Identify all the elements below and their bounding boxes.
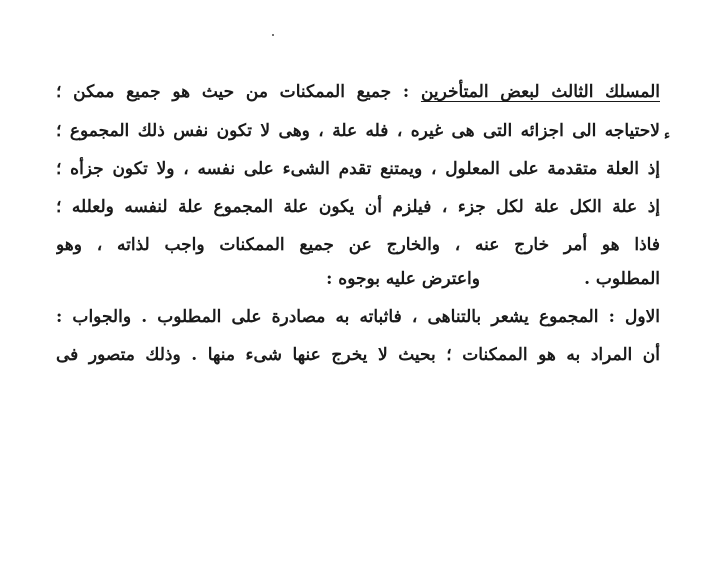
text-line-5: فاذا هو أمر خارج عنه ، والخارج عن جميع الممكنات واجب لذاته ، وهو [56, 235, 660, 255]
line-6-objections: واعترض عليه بوجوه : [326, 269, 480, 289]
arabic-text-block [56, 74, 660, 372]
margin-mark: ء [664, 128, 671, 143]
text-line-2: لاحتياجه الى اجزائه التى هى غيره ، فله علة ، وهى لا تكون نفس ذلك المجموع ؛ [56, 121, 660, 141]
ink-speck [272, 34, 274, 36]
text-line-4: إذ علة الكل علة لكل جزء ، فيلزم أن يكون علة المجموع علة لنفسه ولعلله ؛ [56, 197, 660, 217]
text-line-8: أن المراد به هو الممكنات ؛ بحيث لا يخرج عنها شىء منها . وذلك متصور فى [56, 345, 660, 365]
text-line-7: الاول : المجموع يشعر بالتناهى ، فاثباته به مصادرة على المطلوب . والجواب : [56, 307, 660, 327]
line-1-rest: : جميع الممكنات من حيث هو جميع ممكن ؛ [56, 82, 421, 102]
line-6-right: المطلوب . [584, 269, 660, 289]
text-line-6 [56, 262, 660, 296]
section-heading: المسلك الثالث لبعض المتأخرين [420, 82, 660, 102]
text-line-1 [56, 74, 660, 114]
text-line-3: إذ العلة متقدمة على المعلول ، ويمتنع تقدم الشىء على نفسه ، ولا تكون جزأه ؛ [56, 159, 660, 179]
